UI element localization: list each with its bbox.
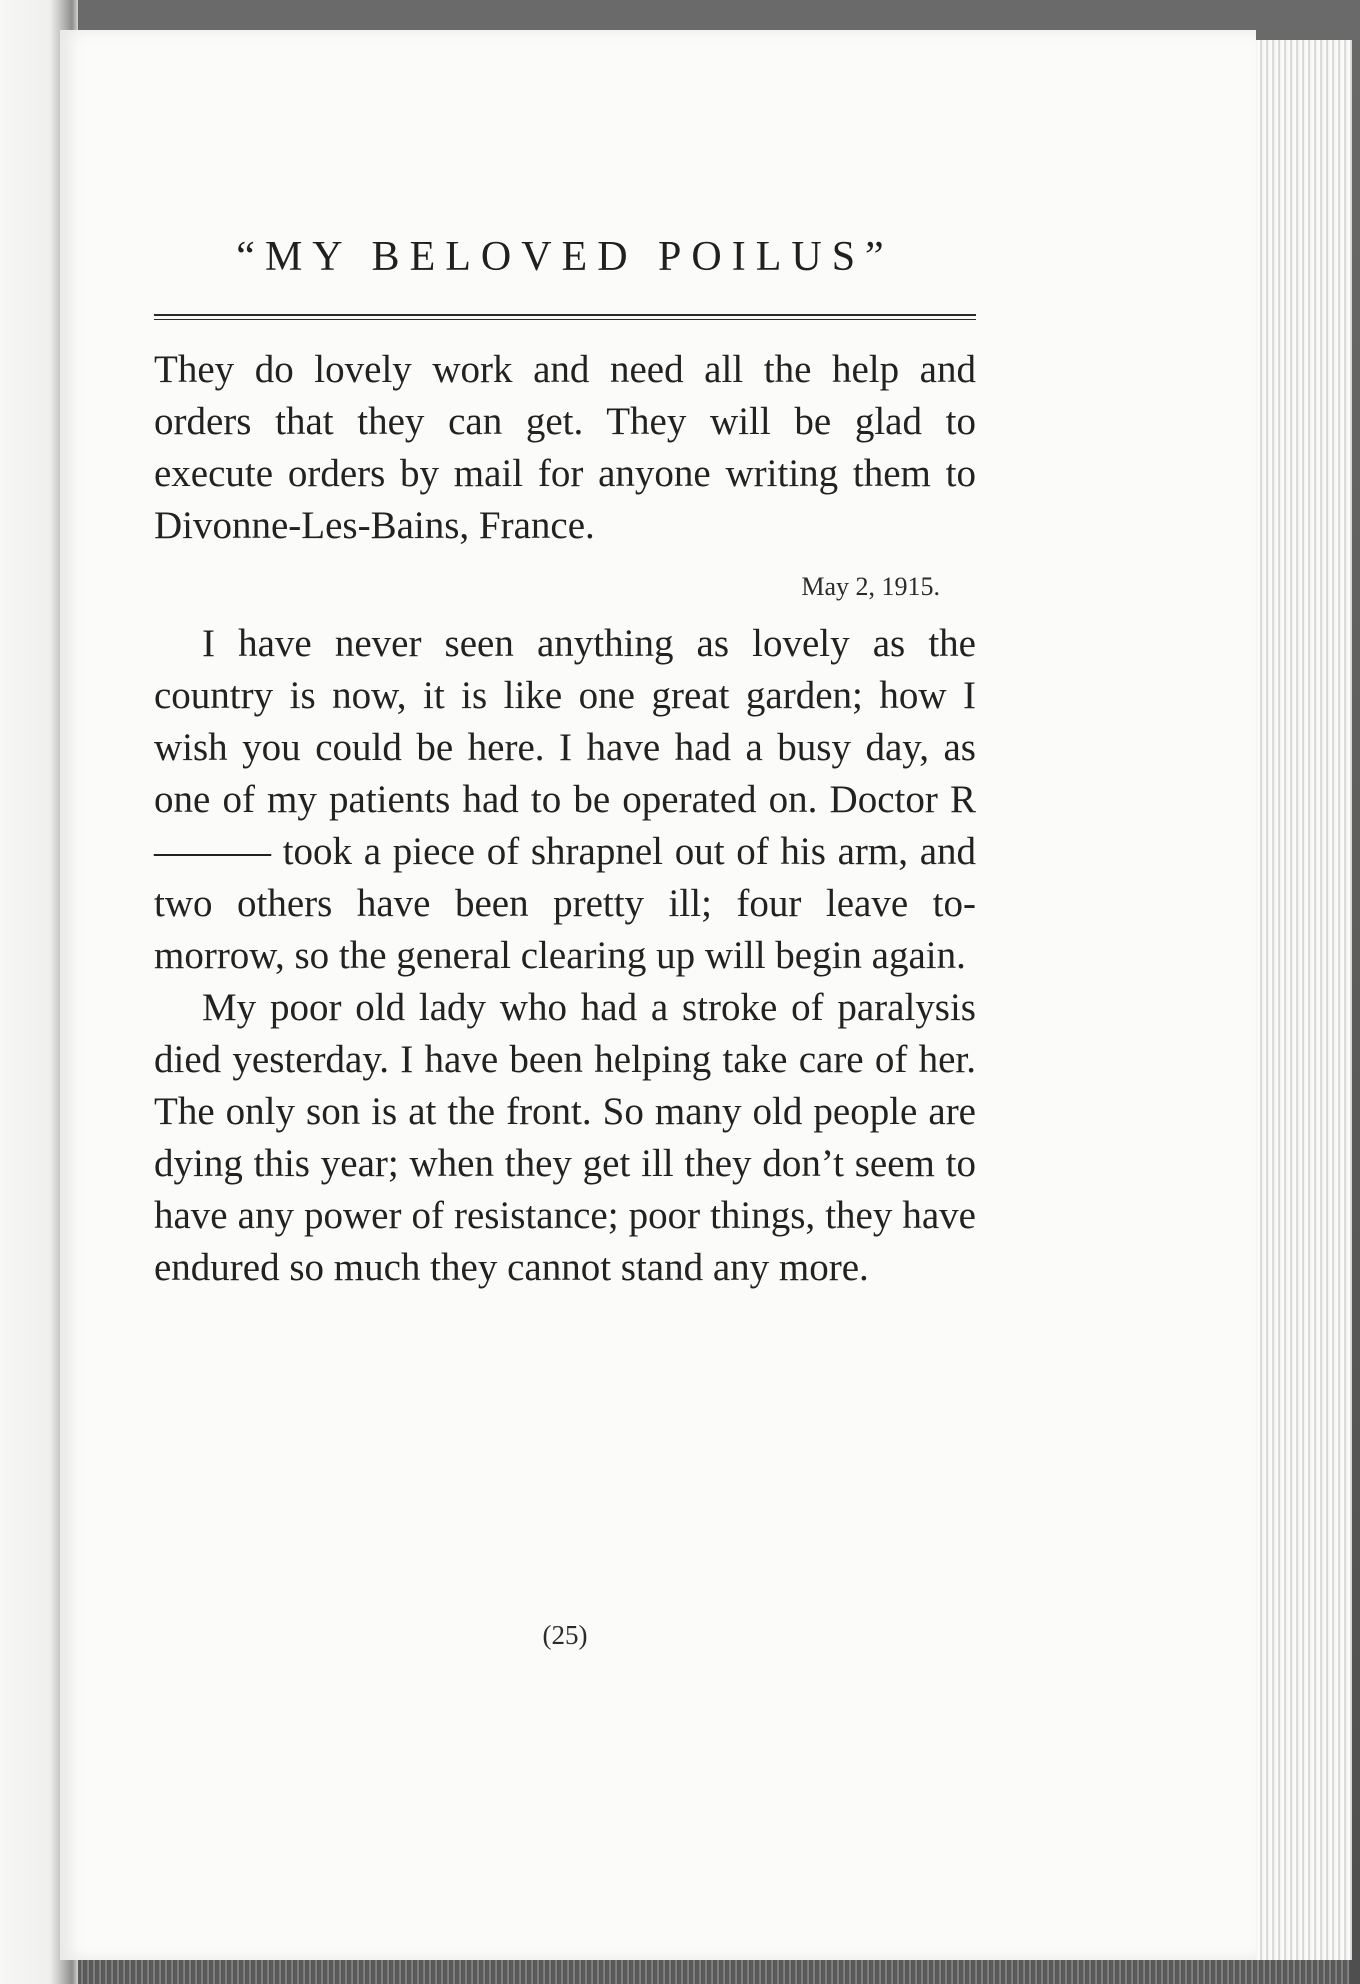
book-fore-edge [1250, 40, 1352, 1960]
book-bottom-edge [78, 1960, 1350, 1984]
header-rule [154, 314, 976, 320]
letter-date: May 2, 1915. [801, 572, 940, 601]
paragraph-2: I have never seen anything as lovely as the country is now, it is like one great garden; how I wish you could be here. I have had a busy day, as one of my patients had to be operated on. Doctor R——— took a piece of shrapnel out of his arm, and two others have been pretty ill; four leave to-morrow, so the general clearing up will begin again. [154, 622, 976, 977]
paragraph-3: My poor old lady who had a stroke of paralysis died yesterday. I have been helping take care of her. The only son is at the front. So many old people are dying this year; when they get ill they don’t seem to have any power of resistance; poor things, they have endured so much they cannot stand any more. [154, 986, 976, 1289]
page-number: (25) [542, 1620, 588, 1650]
page-content [154, 236, 976, 1294]
running-head: “MY BELOVED POILUS” [236, 234, 894, 280]
paragraph-1: They do lovely work and need all the help and orders that they can get. They will be glad to execute orders by mail for anyone writing them to Divonne-Les-Bains, France. [154, 348, 976, 547]
